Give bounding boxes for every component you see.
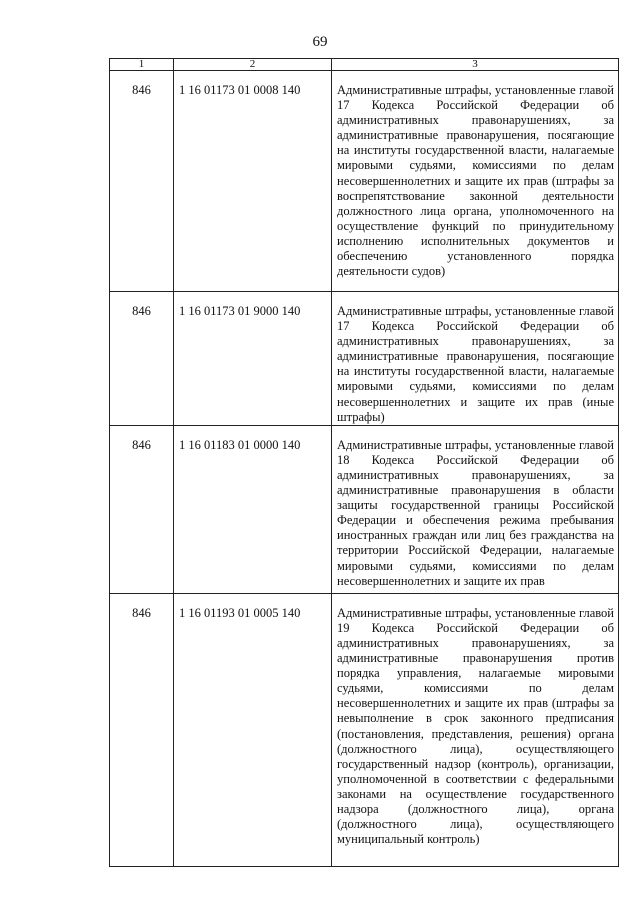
column-header-1: 1 — [110, 59, 174, 71]
column-header-2: 2 — [174, 59, 332, 71]
description-cell — [332, 425, 619, 593]
description-text: Административные штрафы, установленные главой 17 Кодекса Российской Федерации об административных правонарушениях, за административные правонарушения, посягающие на институты государственной власти, налагаемые мировыми судьями, комиссиями по делам несовершеннолетних и защите их прав (иные штрафы) — [337, 304, 614, 424]
admin-code-cell: 846 — [110, 71, 174, 292]
table-row — [110, 71, 619, 292]
description-text: Административные штрафы, установленные главой 17 Кодекса Российской Федерации об административных правонарушениях, за административные правонарушения, посягающие на институты государственной власти, налагаемые мировыми судьями, комиссиями по делам несовершеннолетних и защите их прав (штрафы за воспрепятствование законной деятельности должностного лица органа, уполномоченного на осуществление функций по принудительному исполнению исполнительных документов и обеспечению установленного порядка деятельности судов) — [337, 83, 614, 279]
table-row — [110, 425, 619, 593]
budget-codes-table — [109, 58, 619, 867]
admin-code-cell: 846 — [110, 425, 174, 593]
page-number: 69 — [312, 34, 328, 50]
table-row — [110, 292, 619, 426]
description-cell — [332, 593, 619, 866]
table-header-row — [110, 59, 619, 71]
description-cell — [332, 292, 619, 426]
description-text: Административные штрафы, установленные главой 19 Кодекса Российской Федерации об административных правонарушениях, за административные правонарушения против порядка управления, налагаемые мировыми судьями, комиссиями по делам несовершеннолетних и защите их прав (штрафы за невыполнение в срок законного предписания (постановления, представления, решения) органа (должностного лица), осуществляющего государственный надзор (контроль), организации, уполномоченной в соответствии с федеральными законами на осуществление государственного надзора (должностного лица), органа (должностного лица), осуществляющего муниципальный контроль) — [337, 605, 614, 847]
kbk-code-cell: 1 16 01183 01 0000 140 — [174, 425, 332, 593]
description-cell — [332, 71, 619, 292]
description-text: Административные штрафы, установленные главой 18 Кодекса Российской Федерации об административных правонарушениях, за административные правонарушения в области защиты государственной границы Российской Федерации и обеспечения режима пребывания иностранных граждан или лиц без гражданства на территории Российской Федерации, налагаемые мировыми судьями, комиссиями по делам несовершеннолетних и защите их прав — [337, 437, 614, 588]
kbk-code-cell: 1 16 01193 01 0005 140 — [174, 593, 332, 866]
kbk-code-cell: 1 16 01173 01 9000 140 — [174, 292, 332, 426]
kbk-code-cell: 1 16 01173 01 0008 140 — [174, 71, 332, 292]
admin-code-cell: 846 — [110, 593, 174, 866]
admin-code-cell: 846 — [110, 292, 174, 426]
column-header-3: 3 — [332, 59, 619, 71]
table-row — [110, 593, 619, 866]
